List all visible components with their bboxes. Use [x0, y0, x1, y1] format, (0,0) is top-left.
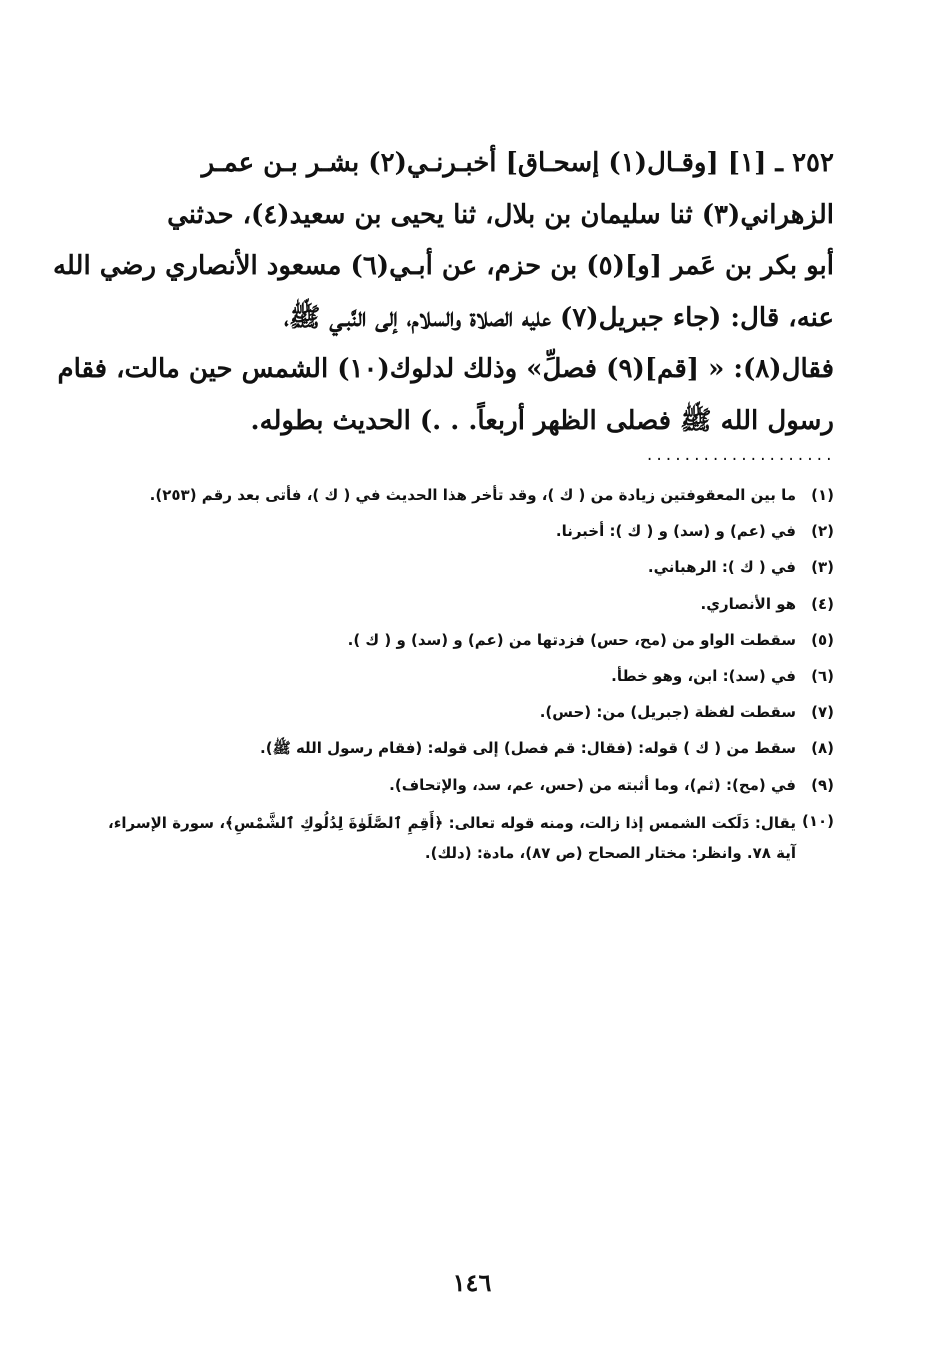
footnote-item — [108, 518, 834, 554]
footnote-number: (٦) — [811, 666, 834, 685]
footnote-text: هو الأنصاري. — [700, 594, 796, 613]
footnotes-list — [108, 482, 834, 868]
footnote-text: يقال: دَلَكت الشمس إذا زالت، ومنه قوله تعالى: ﴿أَقِمِ ٱلصَّلَوٰةَ لِدُلُوكِ ٱلشَّمْسِ﴾، سورة الإسراء، آية ٧٨. وانظر: مختار الصحاح (ص ٨٧)، مادة: (دلك). — [108, 813, 796, 862]
footnote-text: سقطت الواو من (مح، حس) فزدتها من (عم) و (سد) و ( ك ). — [347, 630, 796, 649]
hadith-line: أبو بكر بن عَمر [و](٥) بن حزم، عن أبـي(٦) مسعود الأنصاري رضي الله — [52, 251, 834, 281]
footnote-number: (١) — [811, 486, 834, 504]
footnote-text: سقطت لفظة (جبريل) من: (حس). — [539, 703, 796, 722]
footnote-item — [108, 735, 834, 771]
footnote-item — [108, 663, 834, 699]
footnote-number: (٣) — [811, 558, 834, 577]
footnote-text: في (مح): (ثم)، وما أثبته من (حس، عم، سد، والإتحاف). — [389, 775, 796, 794]
footnote-item — [108, 699, 834, 735]
footnote-text: في (عم) و (سد) و ( ك ): أخبرنا. — [555, 522, 796, 541]
hadith-text — [52, 138, 834, 447]
hadith-line: ٢٥٢ ـ [١] [وقـال(١) إسحـاق] أخبـرنـي(٢) بشـر بـن عمـر — [201, 148, 834, 178]
hadith-line: رسول الله ﷺ فصلى الظهر أربعاً. . .) الحديث بطوله. — [250, 405, 834, 436]
footnote-item — [108, 591, 834, 627]
page-number: ١٤٦ — [452, 1268, 492, 1297]
footnote-item — [108, 772, 834, 808]
footnote-number: (٩) — [811, 775, 834, 794]
footnote-item — [108, 627, 834, 663]
footnote-number: (٨) — [811, 739, 834, 758]
footnote-text: ما بين المعقوفتين زيادة من ( ك )، وقد تأخر هذا الحديث في ( ك )، فأتى بعد رقم (٢٥٣). — [149, 486, 796, 504]
footnote-item — [108, 808, 834, 868]
footnote-number: (٢) — [811, 522, 834, 541]
footnote-number: (٥) — [811, 630, 834, 649]
footnote-text: في ( ك ): الرهباني. — [647, 558, 796, 577]
footnote-item — [108, 554, 834, 590]
footnote-text: في (سد): ابن، وهو خطأ. — [611, 666, 796, 685]
footnote-item — [108, 482, 834, 518]
footnote-number: (٤) — [811, 594, 834, 613]
hadith-line: فقال(٨): « [قم](٩) فصلِّ» وذلك لدلوك(١٠) الشمس حين مالت، فقام — [57, 354, 834, 384]
footnote-text: سقط من ( ك ) قوله: (فقال: قم فصل) إلى قوله: (فقام رسول الله ﷺ). — [260, 739, 796, 758]
hadith-line: عنه، قال: (جاء جبريل(٧) عليه الصلاة والسلام، إلى النَّبـي ﷺ، — [283, 302, 834, 333]
hadith-line: الزهراني(٣) ثنا سليمان بن بلال، ثنا يحيى بن سعيد(٤)، حدثني — [167, 199, 834, 230]
footnote-number: (١٠) — [801, 811, 834, 830]
footnote-number: (٧) — [811, 703, 834, 722]
footnote-separator: .................... — [645, 448, 834, 464]
